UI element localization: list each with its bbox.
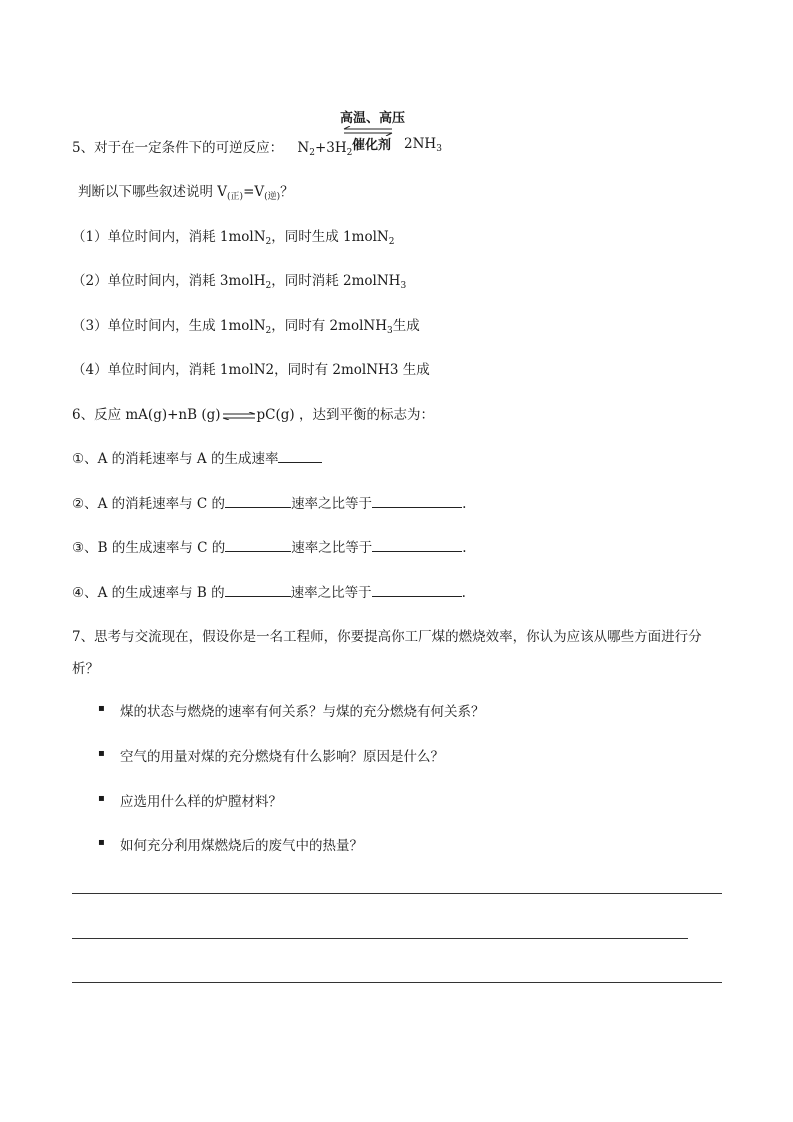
- answer-blank[interactable]: [225, 537, 291, 552]
- q5-item-4: （4）单位时间内，消耗 1molN2，同时有 2molNH3 生成: [72, 362, 430, 378]
- answer-blank[interactable]: [225, 582, 291, 597]
- answer-line-3[interactable]: [72, 982, 722, 983]
- q6-item-2: ②、A 的消耗速率与 C 的 速率之比等于 .: [72, 492, 466, 512]
- q6-item-4: ④、A 的生成速率与 B 的 速率之比等于 .: [72, 581, 466, 601]
- q5-item-3: （3）单位时间内，生成 1molN$_2$，同时有 2molNH$_3$生成: [72, 318, 420, 336]
- q6-item-3: ③、B 的生成速率与 C 的 速率之比等于 .: [72, 536, 467, 556]
- q7-bullet-4: 如何充分利用煤燃烧后的废气中的热量？: [120, 838, 363, 854]
- q5-judge: 判断以下哪些叙述说明 $V_{(正)}=V_{(逆)}$？: [78, 184, 294, 202]
- q5-stem: [72, 136, 352, 158]
- q7-stem-line-1: 7、思考与交流现在，假设你是一名工程师，你要提高你工厂煤的燃烧效率，你认为应该从哪些方面进行分: [72, 629, 702, 645]
- answer-line-1[interactable]: [72, 893, 722, 894]
- q5-product: $2NH_3$: [404, 136, 442, 154]
- q5-stem-text: 5、对于在一定条件下的可逆反应：: [72, 140, 284, 156]
- answer-blank[interactable]: [372, 493, 462, 508]
- bullet-icon: ▪: [98, 837, 105, 848]
- bullet-icon: ▪: [98, 703, 105, 714]
- q5-item-2: （2）单位时间内，消耗 3molH$_2$，同时消耗 2molNH$_3$: [72, 273, 407, 291]
- answer-blank[interactable]: [278, 448, 322, 463]
- q6-stem: 6、反应 mA(g)+nB (g) pC(g) ，达到平衡的标志为：: [72, 407, 434, 423]
- q5-reactants: $N_2+3H_2$: [297, 140, 353, 158]
- q5-item-1: （1）单位时间内，消耗 1molN$_2$，同时生成 1molN$_2$: [72, 229, 395, 247]
- q6-item-1: ①、A 的消耗速率与 A 的生成速率: [72, 447, 322, 467]
- q7-stem-line-2: 析？: [72, 661, 99, 677]
- q7-bullet-2: 空气的用量对煤的充分燃烧有什么影响？原因是什么？: [120, 749, 444, 765]
- q7-bullet-3: 应选用什么样的炉膛材料？: [120, 794, 282, 810]
- bullet-icon: ▪: [98, 793, 105, 804]
- answer-line-2[interactable]: [72, 938, 688, 939]
- answer-blank[interactable]: [372, 582, 462, 597]
- answer-blank[interactable]: [225, 493, 291, 508]
- q5-condition-top: 高温、高压: [340, 111, 406, 126]
- answer-blank[interactable]: [372, 537, 462, 552]
- bullet-icon: ▪: [98, 748, 105, 759]
- equilibrium-arrow-icon: [221, 412, 257, 420]
- q5-condition-bottom: 催化剂: [352, 138, 392, 153]
- q7-bullet-1: 煤的状态与燃烧的速率有何关系？与煤的充分燃烧有何关系？: [120, 704, 485, 720]
